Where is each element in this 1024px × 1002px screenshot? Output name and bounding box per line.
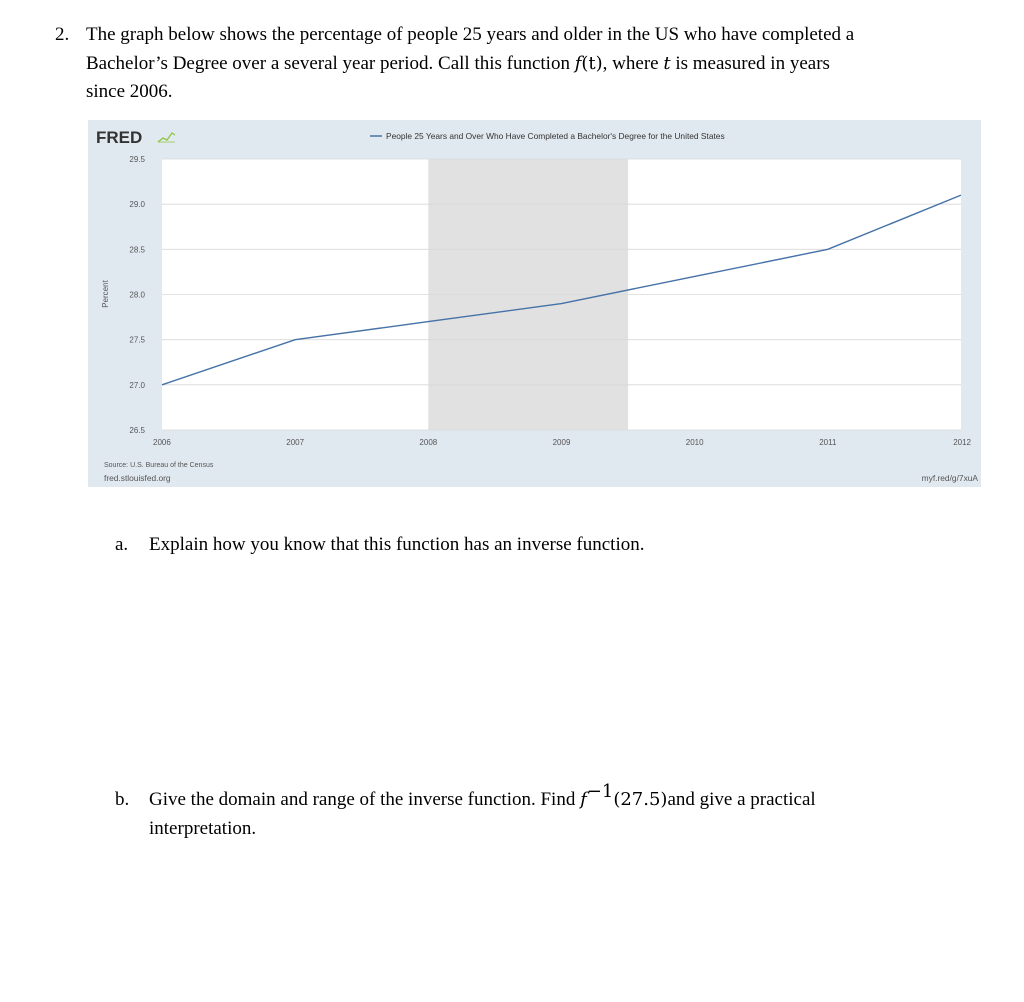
x-tick-labels [153,438,972,447]
x-tick-label: 2008 [419,438,438,447]
question-text [86,21,986,107]
y-axis-label: Percent [101,280,110,308]
question-number: 2. [55,24,70,45]
x-tick-label: 2007 [286,438,305,447]
question-line-2-part-b: , where [602,52,664,74]
fred-logo-graph-icon [158,133,175,142]
y-tick-labels [129,155,145,435]
y-tick-label: 27.0 [129,380,145,390]
question-line-2 [86,50,986,79]
question-line-1: The graph below shows the percentage of people 25 years and older in the US who have completed a [86,24,855,45]
y-tick-label: 28.5 [129,245,145,255]
fred-logo-text: FRED [96,128,143,147]
question-line-3: since 2006. [86,81,173,102]
short-url: myf.red/g/7xuA [921,473,978,483]
inverse-argument: (27.5) [613,789,668,810]
part-b-text-b: and give a practical [667,789,816,810]
part-a-text: Explain how you know that this function has an inverse function. [149,534,645,555]
part-b-line-1 [149,781,969,815]
source-note: Source: U.S. Bureau of the Census [104,462,214,469]
inverse-exponent: −1 [586,781,614,802]
part-b-text [149,781,969,843]
y-tick-label: 27.5 [129,335,145,345]
part-a-letter: a. [115,534,129,555]
x-tick-label: 2010 [685,438,704,447]
function-name: f [574,52,582,74]
part-b-text-a: Give the domain and range of the inverse function. Find [149,789,581,810]
fred-logo [96,128,175,147]
x-tick-label: 2011 [819,438,837,447]
question-line-2-part-a: Bachelor’s Degree over a several year period. Call this function [86,52,575,74]
y-tick-label: 28.0 [129,290,145,300]
part-b-letter: b. [115,789,130,810]
line-chart [88,120,981,487]
y-tick-label: 29.0 [129,200,145,210]
fred-chart-panel [88,120,981,487]
x-tick-label: 2009 [552,438,571,447]
function-argument: (t) [581,52,603,74]
variable-t: t [663,52,671,74]
question-line-2-part-c: is measured in years [670,52,830,74]
y-tick-label: 26.5 [129,426,145,435]
part-b-line-2: interpretation. [149,817,257,839]
legend-entry: People 25 Years and Over Who Have Completed a Bachelor's Degree for the United States [386,131,725,141]
y-tick-label: 29.5 [129,155,145,164]
site-url: fred.stlouisfed.org [104,473,171,483]
x-tick-label: 2006 [153,438,171,447]
inverse-function-name: f [580,789,587,810]
x-tick-label: 2012 [953,438,971,447]
